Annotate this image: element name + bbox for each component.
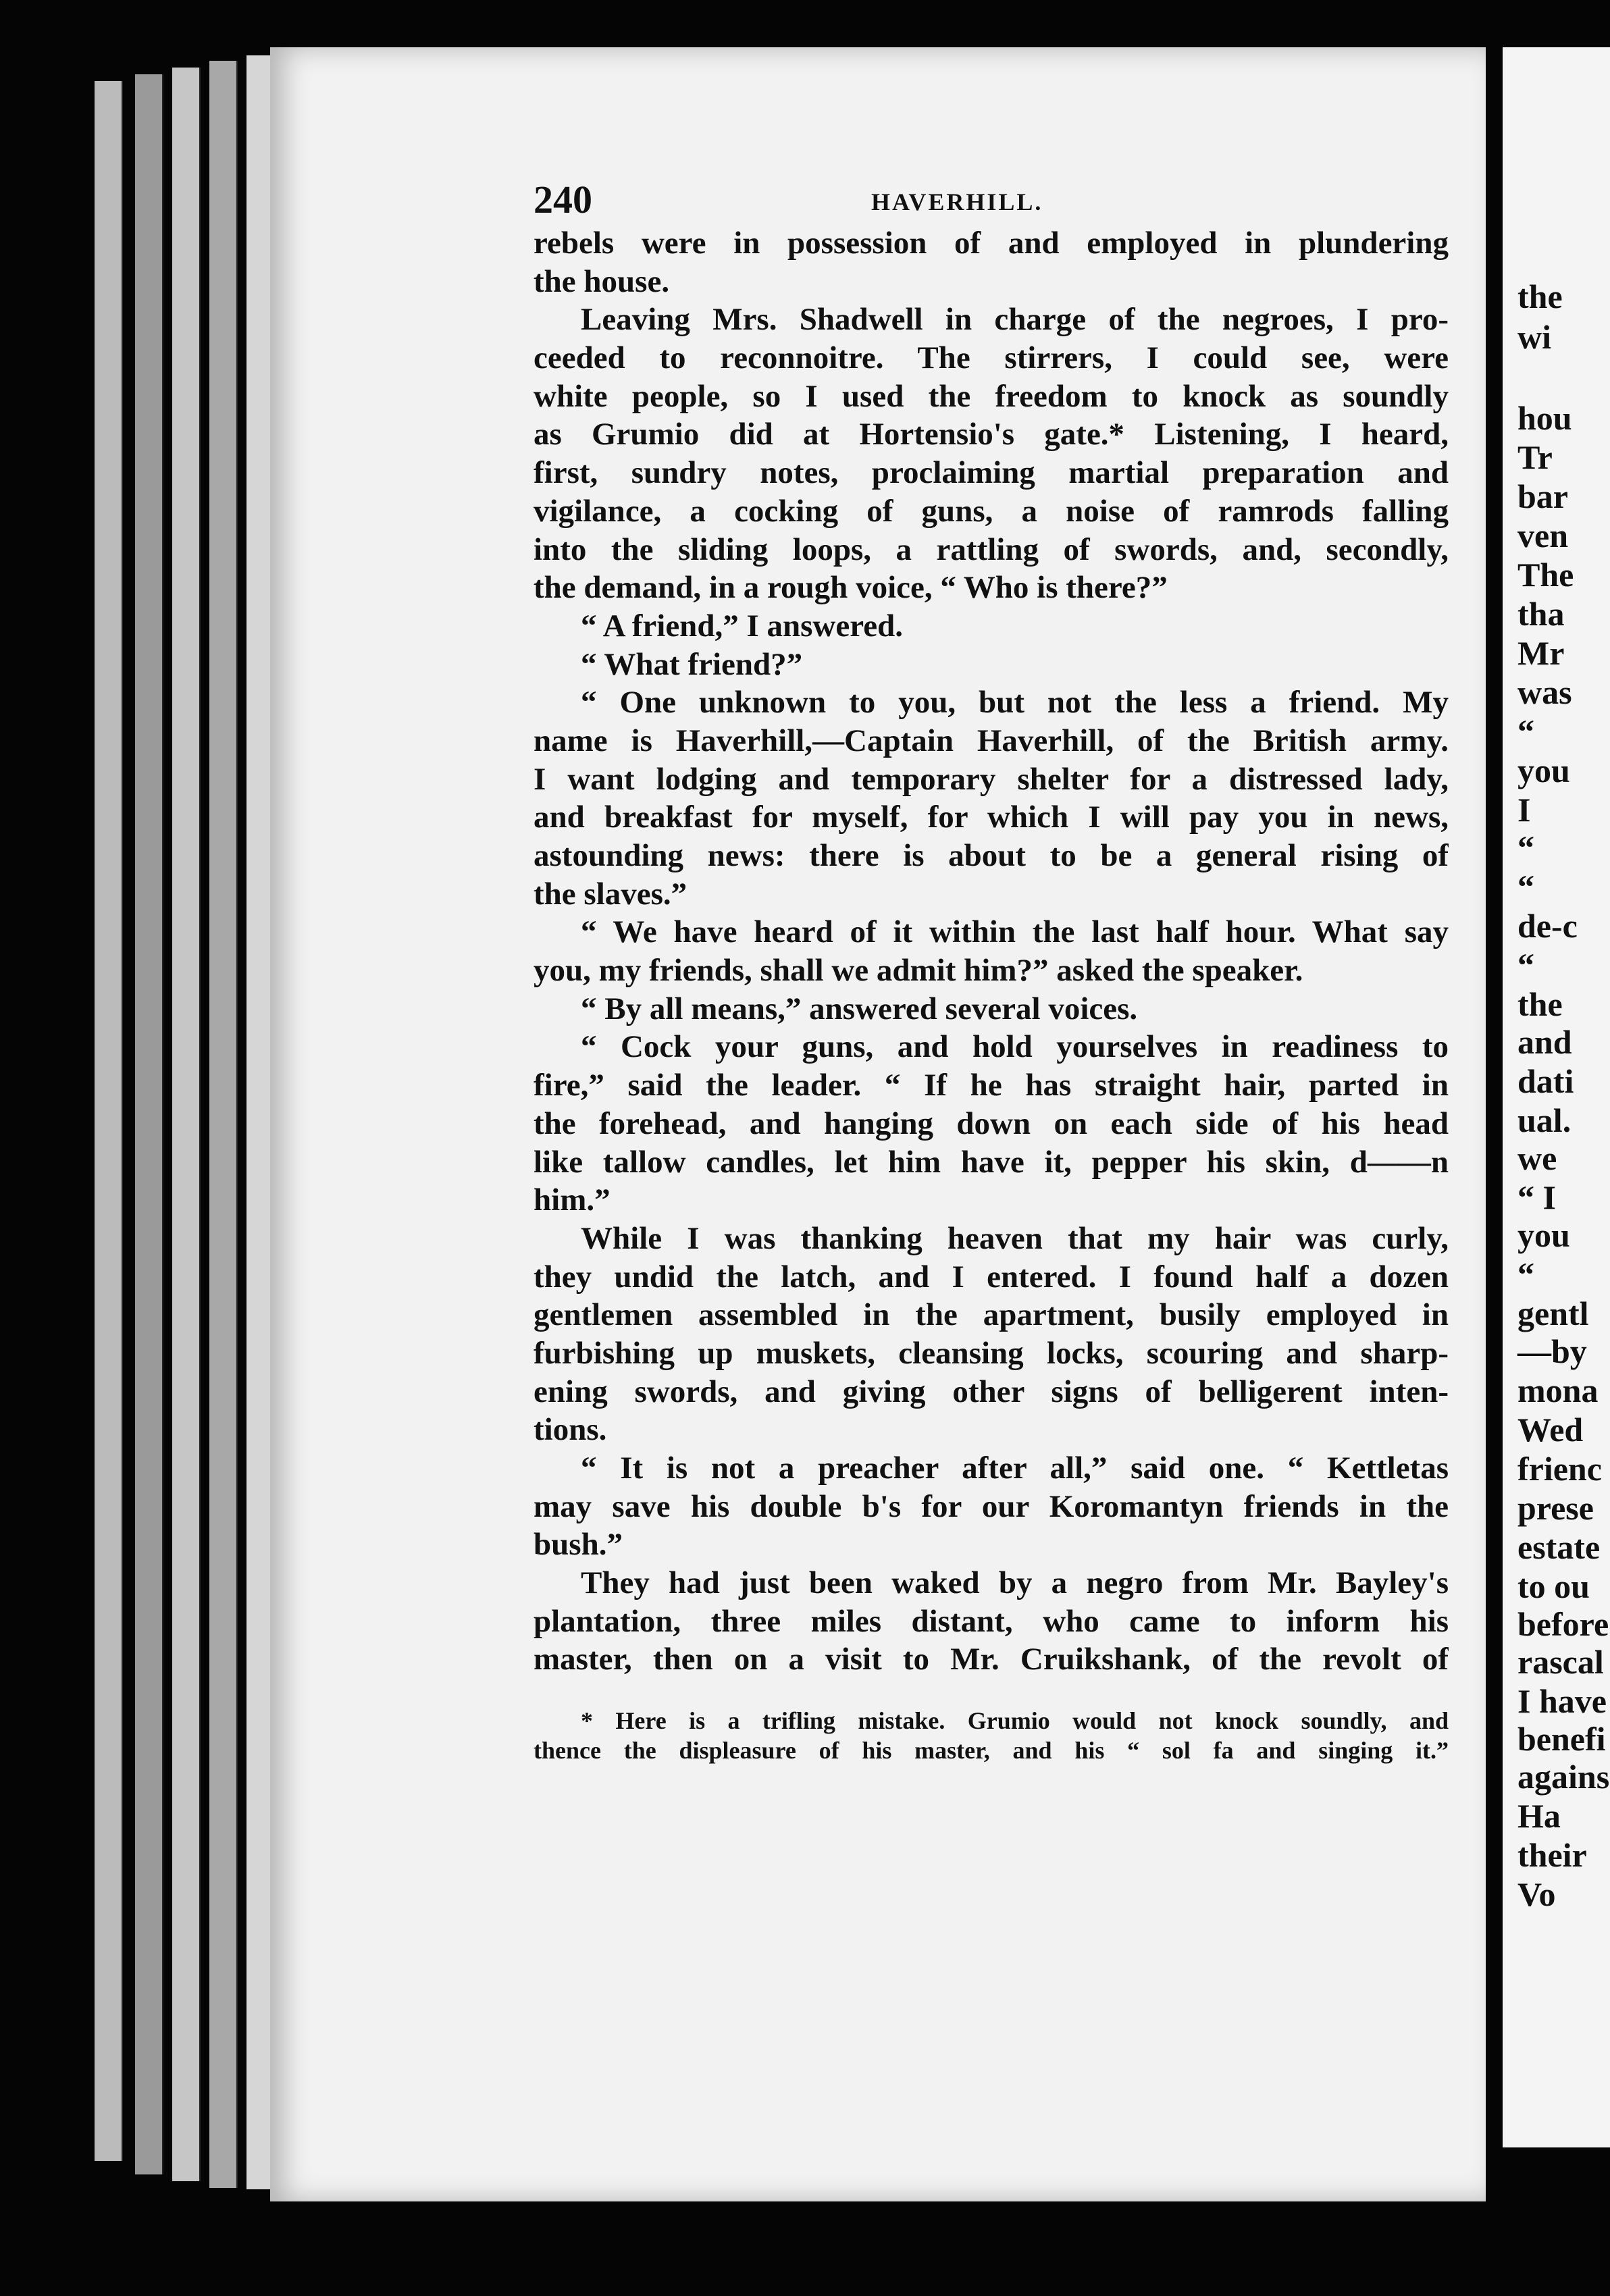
text-line: they undid the latch, and I entered. I found half a dozen: [534, 1259, 1449, 1295]
adjacent-page-fragment: ual.: [1517, 1101, 1572, 1139]
text-line: Leaving Mrs. Shadwell in charge of the negroes, I pro-: [581, 302, 1449, 338]
adjacent-page-fragment: de-c: [1517, 907, 1578, 945]
text-line: the demand, in a rough voice, “ Who is there?”: [534, 570, 1168, 606]
adjacent-page-fragment: you: [1517, 1216, 1570, 1254]
text-line: “ By all means,” answered several voices.: [581, 991, 1138, 1026]
adjacent-page-fragment: the: [1517, 278, 1563, 315]
page-edge: [209, 61, 238, 2188]
adjacent-page-fragment: before: [1517, 1605, 1609, 1643]
adjacent-page-fragment: Tr: [1517, 438, 1553, 476]
adjacent-page-fragment: “: [1517, 946, 1534, 984]
footnote-line: * Here is a trifling mistake. Grumio would not knock soundly, and: [581, 1707, 1449, 1735]
adjacent-page-fragment: was: [1517, 673, 1572, 711]
text-line: astounding news: there is about to be a general rising of: [534, 838, 1449, 873]
text-line: the house.: [534, 263, 670, 299]
adjacent-page-fragment: ven: [1517, 517, 1568, 554]
text-line: first, sundry notes, proclaiming martial preparation and: [534, 455, 1449, 491]
text-line: tions.: [534, 1412, 607, 1448]
adjacent-page-fragment: dati: [1517, 1062, 1574, 1100]
adjacent-page-fragment: hou: [1517, 399, 1572, 437]
adjacent-page-fragment: wi: [1517, 318, 1551, 356]
adjacent-page-fragment: “: [1517, 712, 1534, 750]
text-line: may save his double b's for our Koromantyn friends in the: [534, 1488, 1449, 1524]
running-head: HAVERHILL.: [871, 188, 1043, 215]
page-number: 240: [534, 178, 592, 221]
adjacent-page-fragment: agains: [1517, 1758, 1610, 1796]
text-line: white people, so I used the freedom to knock as soundly: [534, 378, 1449, 414]
adjacent-page-fragment: “: [1517, 868, 1534, 906]
adjacent-page-fragment: “: [1517, 1255, 1534, 1293]
text-line: ening swords, and giving other signs of belligerent inten-: [534, 1374, 1449, 1409]
text-line: bush.”: [534, 1527, 623, 1563]
page-edge: [95, 81, 123, 2161]
adjacent-page-fragment: bar: [1517, 477, 1568, 515]
body-text: [534, 224, 1449, 1679]
text-line: “ It is not a preacher after all,” said one. “ Kettletas: [581, 1451, 1449, 1486]
text-line: “ Cock your guns, and hold yourselves in readiness to: [581, 1029, 1449, 1065]
text-line: I want lodging and temporary shelter for a distressed lady,: [534, 761, 1449, 797]
adjacent-page-fragment: estate: [1517, 1528, 1601, 1566]
adjacent-page-fragment: to ou: [1517, 1567, 1590, 1605]
page-edge: [172, 68, 201, 2181]
footnote-line: thence the displeasure of his master, and his “ sol fa and singing it.”: [534, 1737, 1449, 1765]
adjacent-page-fragment: you: [1517, 752, 1570, 789]
adjacent-page: [1503, 47, 1610, 2147]
page-edge: [135, 74, 163, 2174]
text-line: into the sliding loops, a rattling of swords, and, secondly,: [534, 531, 1449, 567]
adjacent-page-fragment: and: [1517, 1023, 1572, 1061]
text-line: ceeded to reconnoitre. The stirrers, I could see, were: [534, 340, 1449, 376]
text-line: name is Haverhill,—Captain Haverhill, of the British army.: [534, 723, 1449, 758]
text-line: the forehead, and hanging down on each side of his head: [534, 1105, 1449, 1141]
text-line: you, my friends, shall we admit him?” asked the speaker.: [534, 953, 1303, 989]
adjacent-page-fragment: Mr: [1517, 634, 1565, 672]
text-line: furbishing up muskets, cleansing locks, scouring and sharp-: [534, 1335, 1449, 1371]
adjacent-page-fragment: —by: [1517, 1332, 1587, 1370]
text-line: rebels were in possession of and employed in plundering: [534, 226, 1449, 261]
text-line: the slaves.”: [534, 876, 687, 912]
footnote: [534, 1706, 1449, 1765]
adjacent-page-fragment: I: [1517, 791, 1531, 829]
adjacent-page-fragment: their: [1517, 1836, 1587, 1874]
text-line: gentlemen assembled in the apartment, busily employed in: [534, 1297, 1449, 1333]
text-line: like tallow candles, let him have it, pepper his skin, d——n: [534, 1144, 1449, 1180]
text-line: plantation, three miles distant, who came to inform his: [534, 1603, 1449, 1639]
text-line: as Grumio did at Hortensio's gate.* Listening, I heard,: [534, 417, 1449, 452]
text-line: master, then on a visit to Mr. Cruikshank, of the revolt of: [534, 1642, 1449, 1677]
adjacent-page-fragment: “ I: [1517, 1178, 1556, 1216]
text-line: fire,” said the leader. “ If he has straight hair, parted in: [534, 1068, 1449, 1103]
adjacent-page-fragment: Vo: [1517, 1875, 1556, 1913]
text-line: They had just been waked by a negro from Mr. Bayley's: [581, 1565, 1449, 1601]
text-line: While I was thanking heaven that my hair was curly,: [581, 1220, 1449, 1256]
page-content: [534, 177, 1449, 1765]
text-line: and breakfast for myself, for which I will pay you in news,: [534, 800, 1449, 835]
adjacent-page-fragment: The: [1517, 556, 1574, 594]
page-header: [534, 177, 1449, 224]
adjacent-page-fragment: benefi: [1517, 1720, 1606, 1758]
adjacent-page-fragment: rascal: [1517, 1643, 1604, 1681]
adjacent-page-fragment: Ha: [1517, 1797, 1561, 1835]
text-line: “ We have heard of it within the last half hour. What say: [581, 914, 1449, 950]
adjacent-page-fragment: tha: [1517, 595, 1565, 633]
text-line: vigilance, a cocking of guns, a noise of ramrods falling: [534, 493, 1449, 529]
adjacent-page-fragment: “: [1517, 829, 1534, 866]
adjacent-page-fragment: gentl: [1517, 1295, 1589, 1332]
adjacent-page-fragment: mona: [1517, 1372, 1599, 1409]
text-line: “ What friend?”: [581, 646, 803, 682]
adjacent-page-fragment: I have: [1517, 1682, 1607, 1720]
adjacent-page-fragment: we: [1517, 1139, 1557, 1177]
adjacent-page-fragment: frienc: [1517, 1450, 1602, 1488]
adjacent-page-fragment: prese: [1517, 1489, 1594, 1527]
adjacent-page-fragment: Wed: [1517, 1411, 1584, 1449]
text-line: “ A friend,” I answered.: [581, 608, 903, 644]
text-line: him.”: [534, 1182, 611, 1218]
adjacent-page-fragment: the: [1517, 985, 1563, 1023]
text-line: “ One unknown to you, but not the less a friend. My: [581, 685, 1449, 721]
